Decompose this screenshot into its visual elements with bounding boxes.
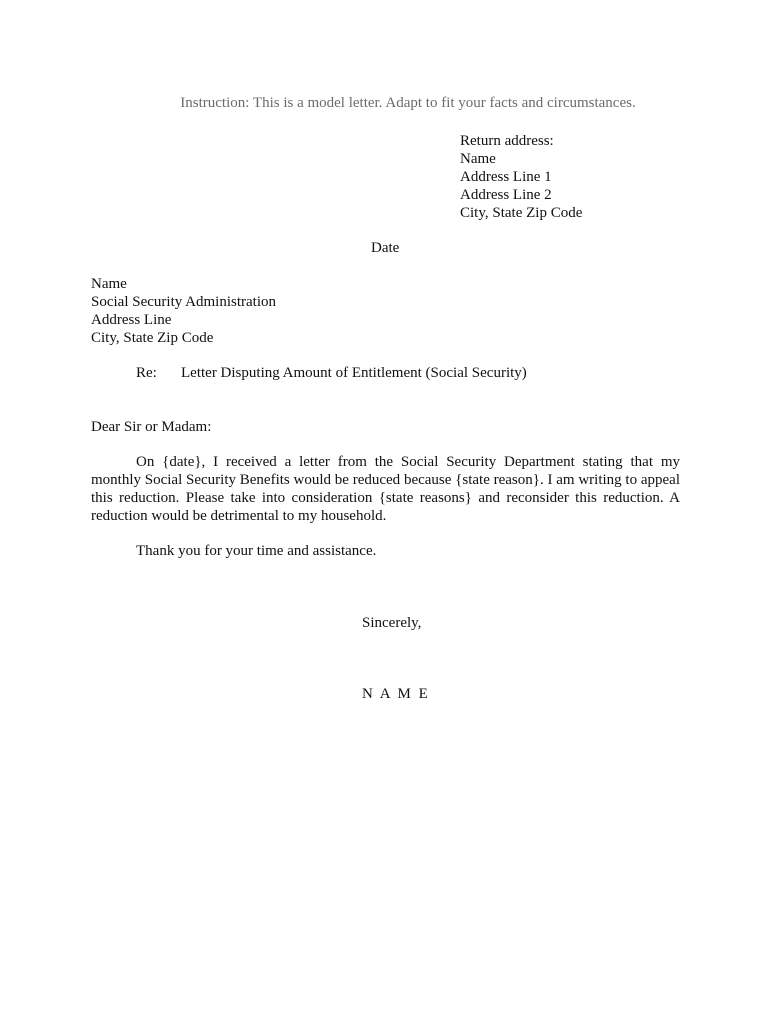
recipient-name: Name [91,276,127,292]
subject-label: Re: [136,365,157,381]
return-address-line-2: Address Line 2 [460,187,552,203]
subject-line [136,364,527,382]
return-address-heading: Return address: [460,133,554,149]
thanks-paragraph: Thank you for your time and assistance. [136,543,377,559]
recipient-address-line: Address Line [91,312,172,328]
return-address-city-state-zip: City, State Zip Code [460,205,583,221]
closing: Sincerely, [362,615,422,631]
instruction-note: Instruction: This is a model letter. Adapt to fit your facts and circumstances. [180,95,636,111]
return-address-name: Name [460,151,496,167]
signature-name: N A M E [362,686,430,702]
recipient-city-state-zip: City, State Zip Code [91,330,214,346]
salutation: Dear Sir or Madam: [91,419,212,435]
recipient-organization: Social Security Administration [91,294,276,310]
letter-date: Date [371,240,400,256]
return-address-block [460,132,750,222]
subject-text: Letter Disputing Amount of Entitlement (Social Security) [181,365,527,381]
body-paragraph: On {date}, I received a letter from the Social Security Department stating that my monthly Social Security Benefits would be reduced because {state reason}. I am writing to appeal this reduction. Please take into consideration {state reasons} and reconsider this reduction. A reduction would be detrimental to my household. [91,454,680,524]
recipient-address-block [91,275,491,347]
return-address-line-1: Address Line 1 [460,169,552,185]
